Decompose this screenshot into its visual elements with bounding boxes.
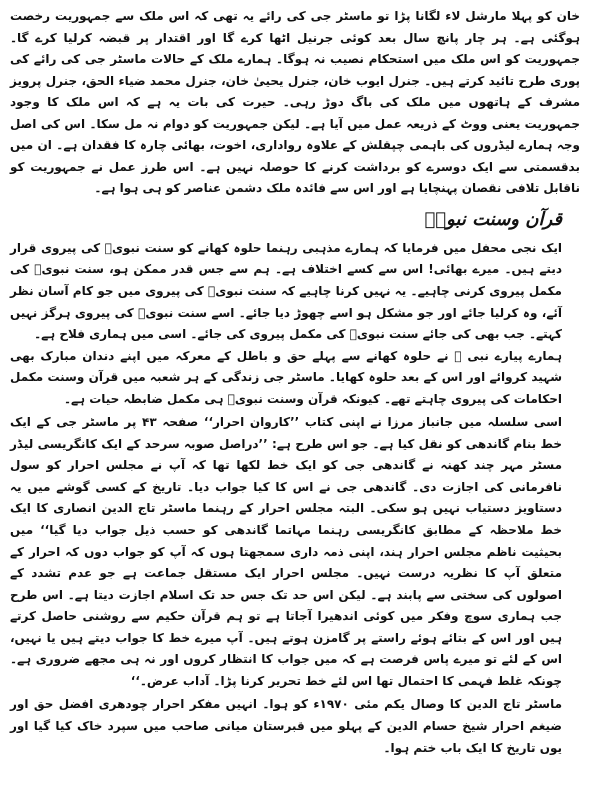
intro-paragraph: خان کو پہلا مارشل لاء لگانا پڑا تو ماسٹر جی کی رائے یہ تھی کہ اس ملک سے جمہوریت رخصت ہوگئی ہے۔ ہر چار پانچ سال بعد کوئی جرنیل اٹھا کرے گا اور اقتدار پر قبضہ کرلیا کرے گا۔ جمہوریت کو اس ملک میں استحکام نصیب نہ ہوگا۔ ہمارے ملک کے حالات ماسٹر جی کی رائے کی پوری طرح تائید کرتے ہیں۔ جنرل ایوب خان، جنرل یحییٰ خان، جنرل محمد ضیاء الحق، جنرل پرویز مشرف کے ہاتھوں میں ملک کی باگ دوڑ رہی۔ حیرت کی بات یہ ہے کہ اس ملک کا وجود جمہوریت یعنی ووٹ کے ذریعہ عمل میں آیا ہے۔ لیکن جمہوریت کو دوام نہ مل سکا۔ اس کی اصل وجہ ہمارے لیڈروں کی باہمی چپقلش کے علاوہ رواداری، اخوت، بھائی چارہ کا فقدان ہے۔ ان میں بدقسمتی سے ایک دوسرے کو برداشت کرنے کا حوصلہ نہیں ہے۔ اس طرز عمل نے جمہوریت کو ناقابل تلافی نقصان پہنچایا ہے اور اس سے فائدہ ملک دشمن عناصر کو ہی ہوا ہے۔: [10, 9, 580, 196]
paragraph-death: ماسٹر تاج الدین کا وصال یکم مئی ۱۹۷۰ء کو ہوا۔ انہیں مفکر احرار چودھری افضل حق اور ضیغم احرار شیخ حسام الدین کے پہلو میں قبرستان میانی صاحب میں سپرد خاک کیا گیا اور یوں تاریخ کا ایک باب ختم ہوا۔: [10, 697, 562, 755]
section-heading: قرآن وسنت نبویؐ: [424, 208, 562, 230]
paragraph-sunnah: ایک نجی محفل میں فرمایا کہ ہمارے مذہبی رہنما حلوہ کھانے کو سنت نبویؐ کی پیروی قرار دیتے ہیں۔ میرے بھائی! اس سے کسے اختلاف ہے۔ ہم سے جس قدر ممکن ہو، سنت نبویؐ کی مکمل پیروی کرنی چاہیے۔ یہ نہیں کرنا چاہیے کہ سنت نبویؐ کی پیروی میں جو کام آسان نظر آئے، وہ کرلیا جائے اور جو مشکل ہو اسے چھوڑ دیا جائے۔ اسے سنت نبویؐ کی پیروی ہرگز نہیں کہتے۔ جب بھی کی جائے سنت نبویؐ کی مکمل پیروی کی جائے۔ اسی میں ہماری فلاح ہے۔: [10, 240, 562, 342]
paragraph-letter: اسی سلسلہ میں جانباز مرزا نے اپنی کتاب ’’کاروان احرار‘‘ صفحہ ۴۳ پر ماسٹر جی کے ایک خط بنام گاندھی کو نقل کیا ہے۔ جو اس طرح ہے: ’’دراصل صوبہ سرحد کے ایک کانگریسی لیڈر مسٹر مہر چند کھنہ نے گاندھی جی کو ایک خط لکھا تھا کہ آپ نے مجلس احرار کو سول نافرمانی کی اجازت دی۔ گاندھی جی نے اس کا کیا جواب دیا۔ تاریخ کے کسی گوشے میں یہ دستاویز دستیاب نہیں ہو سکی۔ البتہ مجلس احرار کے رہنما ماسٹر تاج الدین انصاری کا ایک خط ملاحظہ کے مطابق کانگریسی رہنما مہاتما گاندھی کو حسب ذیل جواب دیا گیا‘‘ میں بحیثیت ناظم مجلس احرار ہند، اپنی ذمہ داری سمجھتا ہوں کہ آپ کو جواب دوں کہ احرار کے متعلق آپ کا نظریہ درست نہیں۔ مجلس احرار ایک مستقل جماعت ہے جو عدم تشدد کے اصولوں کی سختی سے پابند ہے۔ لیکن اس حد تک جس حد تک اسلام اجازت دیتا ہے۔ اس طرح جب ہماری سوچ وفکر میں کوئی اندھیرا آجاتا ہے تو ہم قرآن حکیم سے روشنی حاصل کرتے ہیں اور اس کے بتائے ہوئے راستے پر گامزن ہوتے ہیں۔ آپ میرے خط کا جواب دیتے ہیں یا نہیں، اس کے لئے تو میرے پاس فرصت ہے کہ میں جواب کا انتظار کروں اور نہ ہی مجھے ضروری ہے۔ چونکہ غلط فہمی کا احتمال تھا اس لئے خط تحریر کرنا پڑا۔ آداب عرض۔‘‘: [10, 415, 562, 688]
paragraph-prophet: ہمارے پیارے نبی ﷺ نے حلوہ کھانے سے پہلے حق و باطل کے معرکہ میں اپنے دندان مبارک بھی شہید کروائے اور اس کے بعد حلوہ کھایا۔ ماسٹر جی زندگی کے ہر شعبہ میں قرآن وسنت مکمل احکامات کی پیروی چاہتے تھے۔ کیونکہ قرآن وسنت نبویؐ ہی مکمل ضابطہ حیات ہے۔: [10, 348, 562, 406]
